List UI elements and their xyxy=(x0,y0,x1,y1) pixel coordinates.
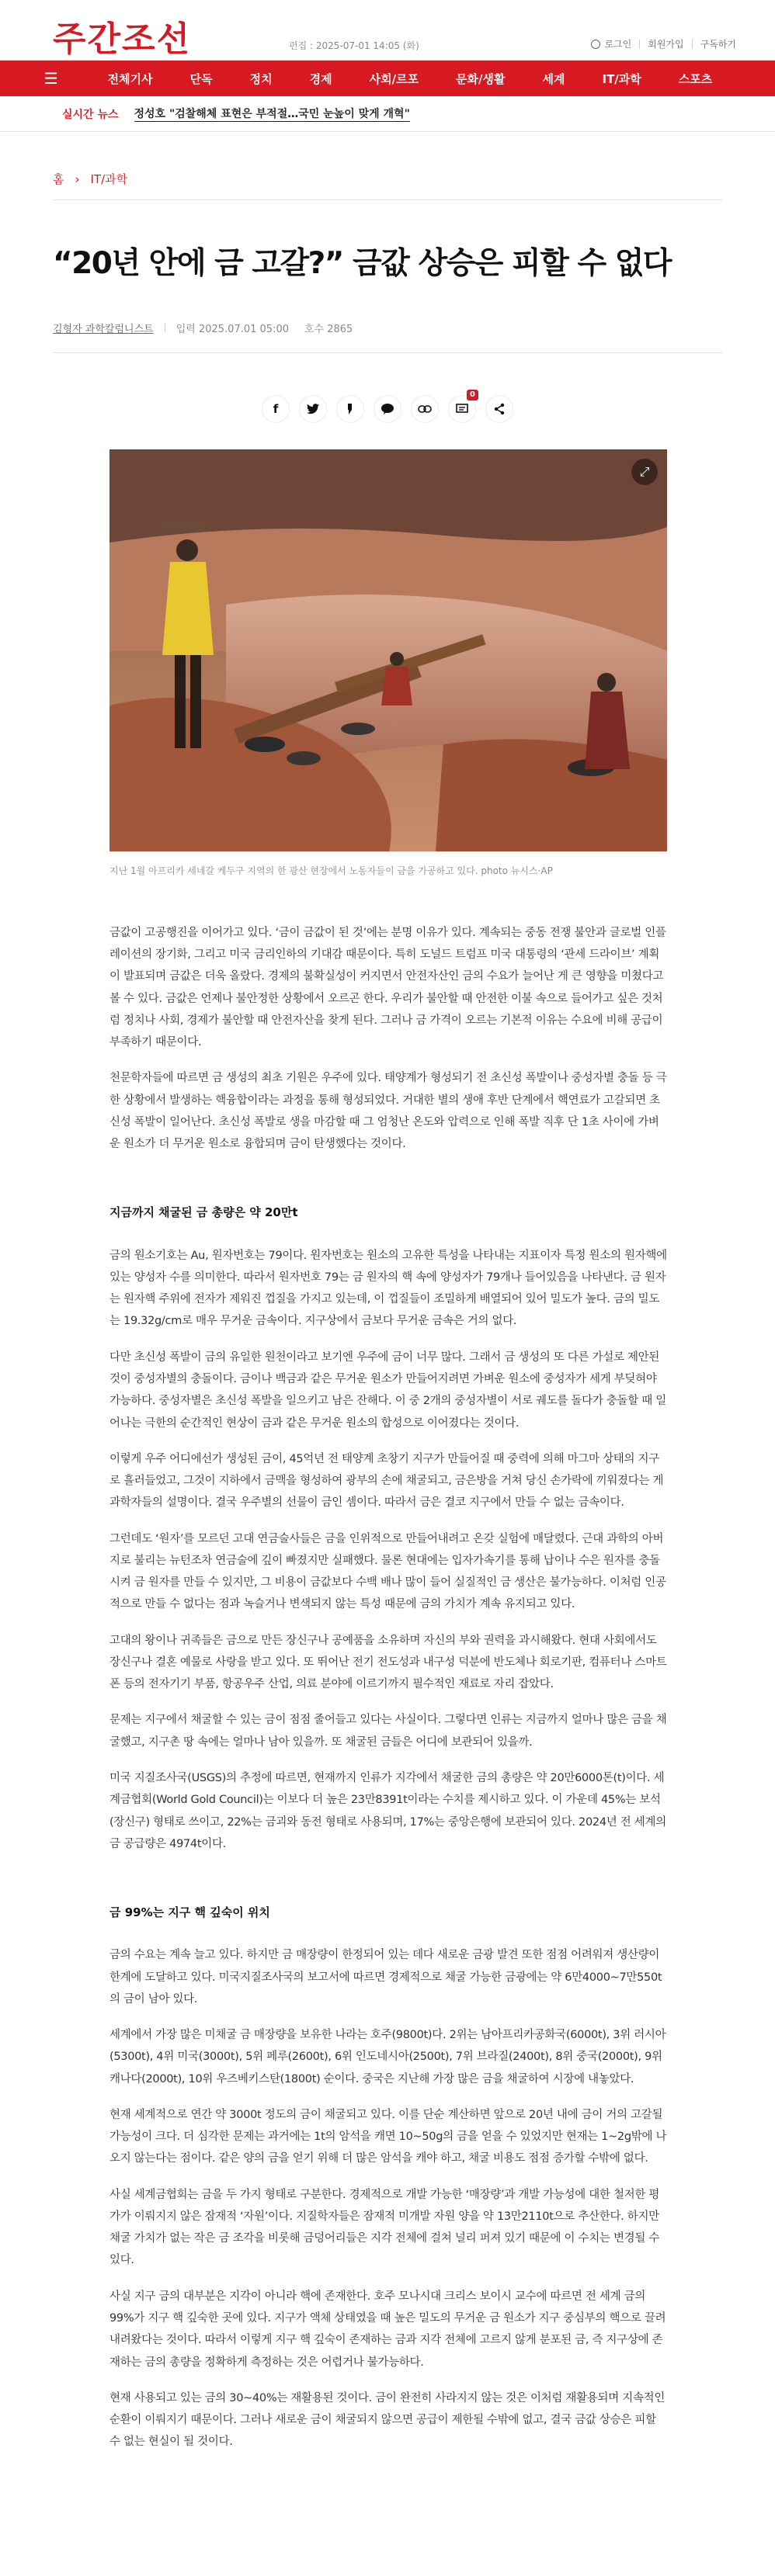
nav-item-it-science[interactable]: IT/과학 xyxy=(602,71,641,86)
paragraph: 현재 세계적으로 연간 약 3000t 정도의 금이 채굴되고 있다. 이를 단순 계산하면 앞으로 20년 내에 금이 거의 고갈될 가능성이 크다. 더 심각한 문제는 과거에는 1t의 암석을 캐면 10~50g의 금을 얻을 수 있었지만 현재는 1~2g밖에 나오지 않는다는 점이다. 같은 양의 금을 얻기 위해 더 많은 암석을 캐야 하고, 채굴 비용도 점점 증가할 수밖에 없다. xyxy=(109,2108,667,2165)
share-icon[interactable] xyxy=(485,395,513,423)
nav-item-society[interactable]: 사회/르포 xyxy=(369,71,419,86)
paragraph: 이렇게 우주 어디에선가 생성된 금이, 45억년 전 태양계 초창기 지구가 만들어질 때 중력에 의해 마그마 상태의 지구로 흘러들었고, 그것이 지하에서 금맥을 형성하여 광부의 손에 채굴되고, 금은방을 거쳐 당신 손가락에 끼워졌다는 게 과학자들의 설명이다. 결국 우주별의 선물이 금인 셈이다. 따라서 금은 결코 지구에서 만들 수 없는 금속이다. xyxy=(109,1452,664,1510)
nav-item-economy[interactable]: 경제 xyxy=(309,71,332,86)
naver-blog-icon[interactable] xyxy=(336,395,364,423)
subscribe-link[interactable]: 구독하기 xyxy=(700,39,736,50)
divider xyxy=(53,352,722,353)
breadcrumb-home[interactable]: 홈 xyxy=(53,172,64,186)
divider xyxy=(53,199,722,200)
paragraph: 금값이 고공행진을 이어가고 있다. ‘금이 금값이 된 것’에는 분명 이유가 있다. 계속되는 중동 전쟁 불안과 글로벌 인플레이션의 장기화, 그리고 미국 금리인하의 기대감 때문이다. 특히 도널드 트럼프 미국 대통령의 ‘관세 드라이브’ 계획이 발표되며 금값은 더욱 올랐다. 경제의 불확실성이 커지면서 안전자산인 금의 수요가 늘어난 게 큰 영향을 미쳤다고 볼 수 있다. 금값은 언제나 불안정한 상황에서 오르곤 한다. 우리가 불안할 때 안전한 이불 속으로 들어가고 싶은 것처럼 정치나 사회, 경제가 불안할 때 안전자산을 찾게 된다. 그러나 금 가격이 오르는 기본적 이유는 수요에 비해 공급이 부족하기 때문이다. xyxy=(109,926,666,1049)
nav-item-culture[interactable]: 문화/생활 xyxy=(456,71,506,86)
share-toolbar xyxy=(0,390,775,423)
live-news-ticker xyxy=(0,96,775,132)
login-link[interactable]: 로그인 xyxy=(583,37,639,50)
nav-item-sports[interactable]: 스포츠 xyxy=(678,71,713,86)
paragraph: 사실 지구 금의 대부분은 지각이 아니라 핵에 존재한다. 호주 모나시대 크리스 보이시 교수에 따르면 전 세계 금의 99%가 지구 핵 깊숙한 곳에 있다. 지구가 액체 상태였을 때 높은 밀도의 무거운 금 원소가 지구 중심부의 핵으로 끌려 내려왔다는 것이다. 따라서 이렇게 지구 핵 깊숙이 존재하는 금과 지각 전체에 고르지 않게 분포된 금, 즉 지구상에 존재하는 금의 총량을 정확하게 측정하는 것은 어렵거나 불가능하다. xyxy=(109,2290,666,2369)
link-copy-icon[interactable] xyxy=(411,395,439,423)
nav-item-politics[interactable]: 정치 xyxy=(249,71,273,86)
paragraph: 그런데도 ‘원자’를 모르던 고대 연금술사들은 금을 인위적으로 만들어내려고 온갖 실험에 매달렸다. 근대 과학의 아버지로 불리는 뉴턴조차 연금술에 깊이 빠졌지만 실패했다. 물론 현대에는 입자가속기를 통해 납이나 수은 원자를 충돌시켜 금 원자를 만들 수 있지만, 그 비용이 금값보다 수백 배나 많이 들어 실질적인 금 생산은 불가능하다. 이처럼 인공적으로 만들 수 없다는 점과 녹슬거나 변색되지 않는 특성 때문에 금의 가치가 계속 유지되고 있다. xyxy=(109,1532,666,1611)
breadcrumb-section[interactable]: IT/과학 xyxy=(90,172,128,186)
utility-links xyxy=(583,37,744,50)
site-header xyxy=(0,0,775,61)
paragraph: 세계에서 가장 많은 미채굴 금 매장량을 보유한 나라는 호주(9800t)다. 2위는 남아프리카공화국(6000t), 3위 러시아(5300t), 4위 미국(3000t), 5위 페루(2600t), 6위 인도네시아(2500t), 7위 브라질(2400t), 8위 중국(2000t), 9위 캐나다(2000t), 10위 우즈베키스탄(1800t) 순이다. 중국은 지난해 가장 많은 금을 채굴하여 시장에 내놓았다. xyxy=(109,2029,666,2085)
author-link[interactable]: 김형자 과학칼럼니스트 xyxy=(53,323,154,335)
publish-date: 입력 2025.07.01 05:00 xyxy=(176,323,289,335)
paragraph: 사실 세계금협회는 금을 두 가지 형태로 구분한다. 경제적으로 개발 가능한 ‘매장량’과 개발 가능성에 대한 철저한 평가가 이뤄지지 않은 잠재적 ‘자원’이다. 지질학자들은 잠재적 미개발 자원 양을 약 13만2110t으로 추산한다. 하지만 채굴 가치가 없는 작은 금 조각을 비롯해 금덩어리들은 지각 전체에 걸쳐 널리 퍼져 있기 때문에 이 수치는 변경될 수 있다. xyxy=(109,2188,660,2267)
paragraph: 현재 사용되고 있는 금의 30~40%는 재활용된 것이다. 금이 완전히 사라지지 않는 것은 이처럼 재활용되며 지속적인 순환이 이뤄지기 때문이다. 그러나 새로운 금이 채굴되지 않으면 공급이 제한될 수밖에 없고, 결국 금값 상승은 피할 수 없는 현실이 될 것이다. xyxy=(109,2391,666,2449)
site-logo[interactable]: 주간조선 xyxy=(53,19,192,59)
menu-icon[interactable]: ☰ xyxy=(43,69,58,88)
zoom-icon[interactable]: ⤢ xyxy=(631,459,658,485)
chevron-right-icon: › xyxy=(75,172,80,186)
paragraph: 문제는 지구에서 채굴할 수 있는 금이 점점 줄어들고 있다는 사실이다. 그렇다면 인류는 지금까지 얼마나 많은 금을 채굴했고, 지구촌 땅 속에는 얼마나 남아 있을까. 또 채굴된 금들은 어디에 보관되어 있을까. xyxy=(109,1714,667,1749)
photo-caption: 지난 1월 아프리카 세네갈 케두구 지역의 한 광산 현장에서 노동자들이 금을 가공하고 있다. photo 뉴시스·AP xyxy=(109,865,553,876)
nav-item-exclusive[interactable]: 단독 xyxy=(189,71,213,86)
paragraph: 천문학자들에 따르면 금 생성의 최초 기원은 우주에 있다. 태양계가 형성되기 전 초신성 폭발이나 중성자별 충돌 등 극한 상황에서 발생하는 핵융합이라는 과정을 통해 형성되었다. 거대한 별의 생애 후반 단계에서 핵연료가 고갈되면 초신성 폭발이 일어난다. 초신성 폭발로 생을 마감할 때 그 엄청난 온도와 압력으로 인해 폭발 직후 단 1초 사이에 가벼운 원소가 더 무거운 원소로 융합되며 금이 탄생했다는 것이다. xyxy=(109,1072,667,1151)
comment-icon[interactable] xyxy=(448,390,476,423)
signup-link[interactable]: 회원가입 xyxy=(648,39,684,50)
kakao-icon[interactable] xyxy=(374,395,401,423)
section-heading: 금 99%는 지구 핵 깊숙이 위치 xyxy=(109,1905,270,1920)
section-heading: 지금까지 채굴된 금 총량은 약 20만t xyxy=(109,1205,298,1220)
facebook-icon[interactable]: f xyxy=(262,395,290,423)
issue-number: 호수 2865 xyxy=(304,323,353,335)
article-title: “20년 안에 금 고갈?” 금값 상승은 피할 수 없다 xyxy=(53,246,672,281)
paragraph: 금의 수요는 계속 늘고 있다. 하지만 금 매장량이 한정되어 있는 데다 새로운 금광 발견 또한 점점 어려워져 생산량이 한계에 도달하고 있다. 미국지질조사국의 보고서에 따르면 경제적으로 채굴 가능한 금광에는 약 6만4000~7만550t의 금이 남아 있다. xyxy=(109,1949,662,2006)
ticker-label: 실시간 뉴스 xyxy=(62,108,119,121)
main-nav xyxy=(0,61,775,96)
article-body xyxy=(109,922,667,2453)
paragraph: 미국 지질조사국(USGS)의 추정에 따르면, 현재까지 인류가 지각에서 채굴한 금의 총량은 약 20만6000톤(t)이다. 세계금협회(World Gold Council)는 이보다 더 높은 23만8391t이라는 수치를 제시하고 있다. 이 가운데 45%는 보석(장신구) 형태로 쓰이고, 22%는 금괴와 동전 형태로 사용되며, 17%는 중앙은행에 보관되어 있다. 2024년 전 세계의 금 공급량은 4974t이다. xyxy=(109,1771,666,1850)
paragraph: 금의 원소기호는 Au, 원자번호는 79이다. 원자번호는 원소의 고유한 특성을 나타내는 지표이자 특정 원소의 원자핵에 있는 양성자 수를 의미한다. 따라서 원자번호 79는 금 원자의 핵 속에 양성자가 79개나 들어있음을 나타낸다. 금 원자는 원자핵 주위에 전자가 제워진 껍질을 가지고 있는데, 이 껍질들이 조밀하게 배열되어 있어 밀도가 높다. 금의 밀도는 19.32g/cm로 매우 무거운 금속이다. 지구상에서 금보다 무거운 금속은 거의 없다. xyxy=(109,1249,667,1328)
person-icon xyxy=(591,40,600,49)
paragraph: 다만 초신성 폭발이 금의 유일한 원천이라고 보기엔 우주에 금이 너무 많다. 그래서 금 생성의 또 다른 가설로 제안된 것이 중성자별의 충돌이다. 금이나 백금과 같은 무거운 원소가 만들어지려면 가벼운 원소에 중성자가 세게 부딪혀야 가능하다. 중성자별은 초신성 폭발을 일으키고 남은 잔해다. 이 중 2개의 중성자별이 서로 궤도를 돌다가 충돌할 때 일어나는 극한의 순간적인 현상이 금과 같은 무거운 원소의 합성으로 이어졌다는 것이다. xyxy=(109,1350,667,1430)
gold-mining-photo xyxy=(109,449,667,851)
twitter-icon[interactable] xyxy=(299,395,327,423)
article-byline xyxy=(53,321,722,335)
paragraph: 고대의 왕이나 귀족들은 금으로 만든 장신구나 공예품을 소유하며 자신의 부와 권력을 과시해왔다. 현대 사회에서도 장신구나 결혼 예물로 사랑을 받고 있다. 또 뛰어난 전기 전도성과 내구성 덕분에 반도체나 회로기판, 컴퓨터나 스마트폰 등의 전자기기 부품, 항공우주 산업, 의료 분야에 이르기까지 필수적인 재료로 자리 잡았다. xyxy=(109,1634,667,1691)
breadcrumb xyxy=(53,171,775,187)
ticker-headline[interactable]: 정성호 "검찰해체 표현은 부적절…국민 눈높이 맞게 개혁" xyxy=(134,106,410,122)
edition-date: 편집 : 2025-07-01 14:05 (화) xyxy=(289,40,419,51)
article-photo[interactable] xyxy=(109,449,667,851)
nav-item-world[interactable]: 세계 xyxy=(542,71,565,86)
nav-item-all[interactable]: 전체기사 xyxy=(107,71,153,86)
comment-count-badge: 0 xyxy=(467,390,478,400)
